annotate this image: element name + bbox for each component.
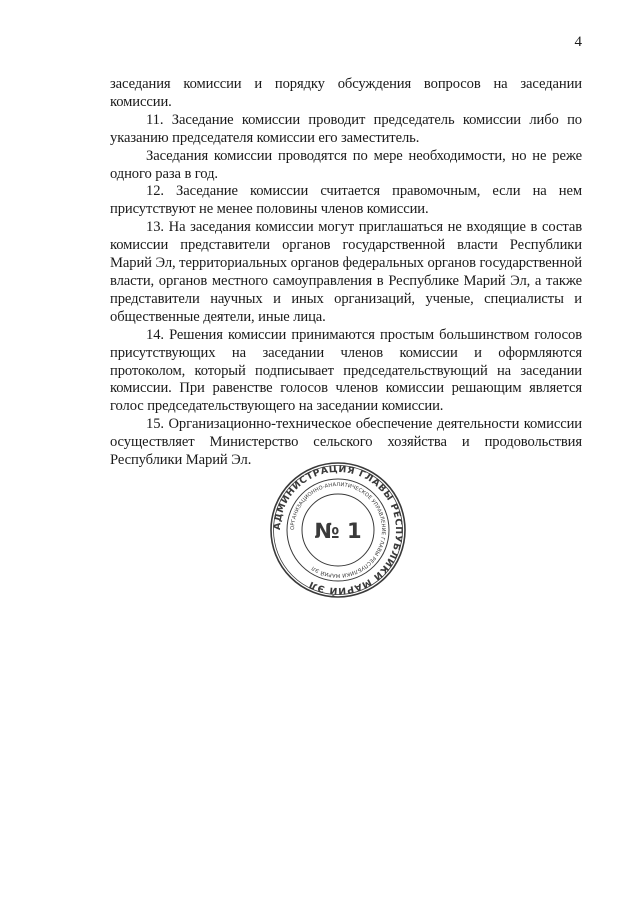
stamp-center-number: № 1 (314, 519, 362, 543)
official-seal-stamp (268, 460, 408, 600)
paragraph-12: 12. Заседание комиссии считается правомочным, если на нем присутствуют не менее половины членов комиссии. (110, 183, 582, 218)
paragraph-continuation: заседания комиссии и порядку обсуждения вопросов на заседании комиссии. (110, 76, 582, 110)
paragraph-14: 14. Решения комиссии принимаются простым большинством голосов присутствующих на заседании членов комиссии и оформляются протоколом, который подписывает председательствующий на заседании комиссии. При равенстве голосов членов комиссии решающим является голос председательствующего на заседании комиссии. (110, 326, 582, 415)
paragraph-15: 15. Организационно-техническое обеспечение деятельности комиссии осуществляет Министерство сельского хозяйства и продовольствия Республики Марий Эл. (110, 416, 582, 469)
paragraph-11-frequency: Заседания комиссии проводятся по мере необходимости, но не реже одного раза в год. (110, 147, 582, 182)
document-body (110, 76, 582, 470)
paragraph-11: 11. Заседание комиссии проводит председатель комиссии либо по указанию председателя комиссии его заместитель. (110, 111, 582, 146)
stamp-inner-text: ОРГАНИЗАЦИОННО-АНАЛИТИЧЕСКОЕ УПРАВЛЕНИЕ ГЛАВЫ РЕСПУБЛИКИ МАРИЙ ЭЛ (289, 481, 387, 579)
stamp-outer-text: АДМИНИСТРАЦИЯ ГЛАВЫ РЕСПУБЛИКИ МАРИЙ ЭЛ (271, 463, 405, 597)
paragraph-13: 13. На заседания комиссии могут приглашаться не входящие в состав комиссии представители органов государственной власти Республики Марий Эл, территориальных органов федеральных органов государственной власти, органов местного самоуправления в Республике Марий Эл, а также представители научных и иных организаций, ученые, специалисты и общественные деятели, иные лица. (110, 219, 582, 325)
page-number: 4 (574, 34, 582, 50)
